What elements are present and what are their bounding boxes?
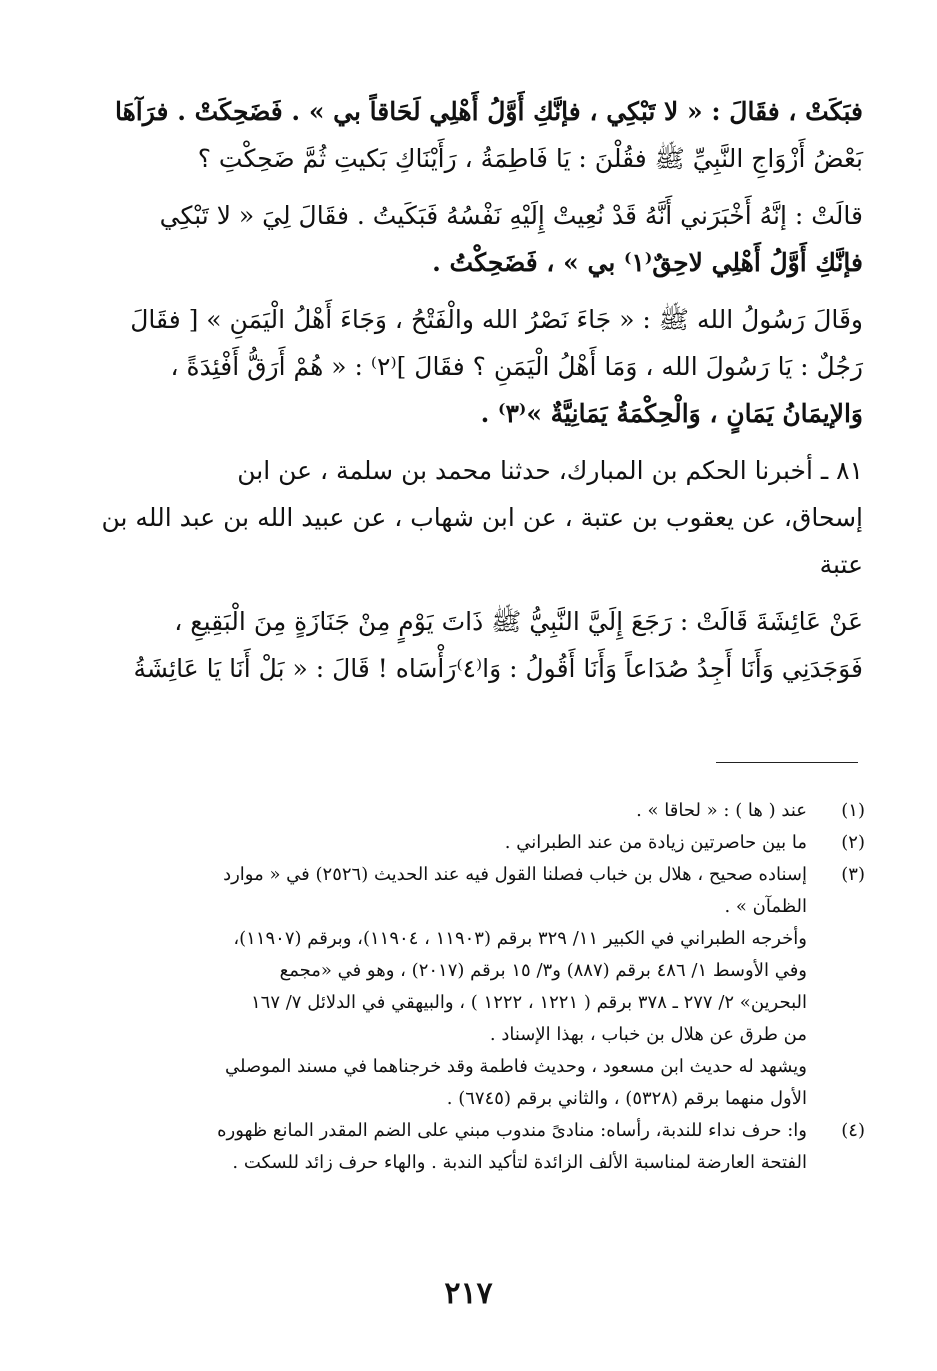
text-line: عَنْ عَائِشَةَ قَالَتْ : رَجَعَ إِلَيَّ النَّبِيُّ ﷺ ذَاتَ يَوْمٍ مِنْ جَنَازَةٍ مِنَ الْبَقِيعِ ، — [174, 607, 863, 636]
footnote-line: الظمآن » . — [724, 896, 807, 917]
footnote-3 — [96, 859, 865, 1115]
text-line: قالَتْ : إنَّهُ أَخْبَرَني أَنَّهُ قَدْ نُعِيتْ إِلَيْهِ نَفْسُهُ فَبَكَيتُ . فقَالَ لِيَ « لا تَبْكِي — [159, 201, 863, 230]
paragraph-2 — [92, 192, 863, 286]
footnote-number: (٣) — [841, 864, 865, 885]
footnote-line: ويشهد له حديث ابن مسعود ، وحديث فاطمة وقد خرجناهما في مسند الموصلي — [224, 1056, 807, 1077]
footnote-body — [96, 859, 807, 1115]
footnote-number: (١) — [841, 800, 865, 821]
main-text — [92, 88, 863, 692]
text-line: رَجُلٌ : يَا رَسُولَ الله ، وَمَا أَهْلُ الْيَمَنِ ؟ فقَالَ ]⁽٢⁾ : « هُمْ أَرَقُّ أَفْئِدَةً ، — [170, 352, 863, 381]
text-line: وَالإيمَانُ يَمَانٍ ، وَالْحِكْمَةُ يَمَانِيَّةٌ »⁽٣⁾ . — [480, 399, 863, 428]
footnote-line: الأول منهما برقم (٥٣٢٨) ، والثاني برقم (٦٧٤٥) . — [446, 1088, 807, 1109]
paragraph-1 — [92, 88, 863, 182]
footnote-divider — [716, 762, 858, 763]
text-line: بَعْضُ أَزْوَاجِ النَّبِيِّ ﷺ فقُلْنَ : يَا فَاطِمَةُ ، رَأَيْنَاكِ بَكيتِ ثُمَّ ضَحِكْتِ ؟ — [197, 144, 863, 173]
footnote-line: وأخرجه الطبراني في الكبير ١١/ ٣٢٩ برقم (١١٩٠٣ ، ١١٩٠٤)، وبرقم (١١٩٠٧)، — [233, 928, 807, 949]
footnote-line: البحرين» ٢/ ٢٧٧ ـ ٣٧٨ برقم ( ١٢٢١ ، ١٢٢٢ ) ، والبيهقي في الدلائل ٧/ ١٦٧ — [250, 992, 807, 1013]
footnote-2 — [96, 827, 865, 859]
footnote-number: (٢) — [841, 832, 865, 853]
footnote-line: إسناده صحيح ، هلال بن خباب فصلنا القول فيه عند الحديث (٢٥٢٦) في « موارد — [223, 864, 807, 885]
footnote-body — [96, 795, 807, 827]
footnote-body — [96, 1115, 807, 1179]
paragraph-3 — [92, 296, 863, 437]
text-line: إسحاق، عن يعقوب بن عتبة ، عن ابن شهاب ، عن عبيد الله بن عبد الله بن — [101, 503, 863, 532]
footnote-line: وا: حرف نداء للندبة، رأساه: منادىً مندوب مبني على الضم المقدر المانع ظهوره — [217, 1120, 807, 1141]
footnote-number: (٤) — [841, 1120, 865, 1141]
text-line: ٨١ ـ أخبرنا الحكم بن المبارك، حدثنا محمد بن سلمة ، عن ابن — [237, 456, 863, 485]
footnote-line: الفتحة العارضة لمناسبة الألف الزائدة لتأكيد الندبة . والهاء حرف زائد للسكت . — [232, 1152, 807, 1173]
text-line: عتبة — [819, 550, 863, 579]
text-line: فإنَّكِ أَوَّلُ أَهْلِي لاحِقٌ⁽١⁾ بي » ، فَضَحِكْتُ . — [432, 248, 863, 277]
hadith-81-isnad — [92, 447, 863, 588]
footnote-1 — [96, 795, 865, 827]
footnote-line: من طرق عن هلال بن خباب ، بهذا الإسناد . — [489, 1024, 807, 1045]
text-line: فبَكَتْ ، فقَالَ : « لا تَبْكِي ، فإنَّكِ أَوَّلُ أَهْلِي لَحَاقاً بي » . فَضَحِكَتْ . فرَآهَا — [115, 97, 863, 126]
text-line: وقَالَ رَسُولُ الله ﷺ : « جَاءَ نَصْرُ الله والْفَتْحُ ، وَجَاءَ أَهْلُ الْيَمَنِ » [ فقَالَ — [130, 305, 863, 334]
footnote-body — [96, 827, 807, 859]
footnote-line: عند ( ها ) : « لحاقا » . — [636, 800, 807, 821]
footnote-line: ما بين حاصرتين زيادة من عند الطبراني . — [504, 832, 807, 853]
text-line: فَوَجَدَنِي وَأَنَا أَجِدُ صُدَاعاً وَأَنَا أَقُولُ : وَا⁽٤⁾رَأْسَاه ! قَالَ : « بَلْ أَنَا يَا عَائِشَةُ — [133, 654, 863, 683]
footnotes — [96, 795, 865, 1179]
footnote-4 — [96, 1115, 865, 1179]
hadith-81-matn — [92, 598, 863, 692]
footnote-line: وفي الأوسط ١/ ٤٨٦ برقم (٨٨٧) و٣/ ١٥ برقم (٢٠١٧) ، وهو في «مجمع — [279, 960, 807, 981]
page-number: ٢١٧ — [444, 1276, 493, 1311]
